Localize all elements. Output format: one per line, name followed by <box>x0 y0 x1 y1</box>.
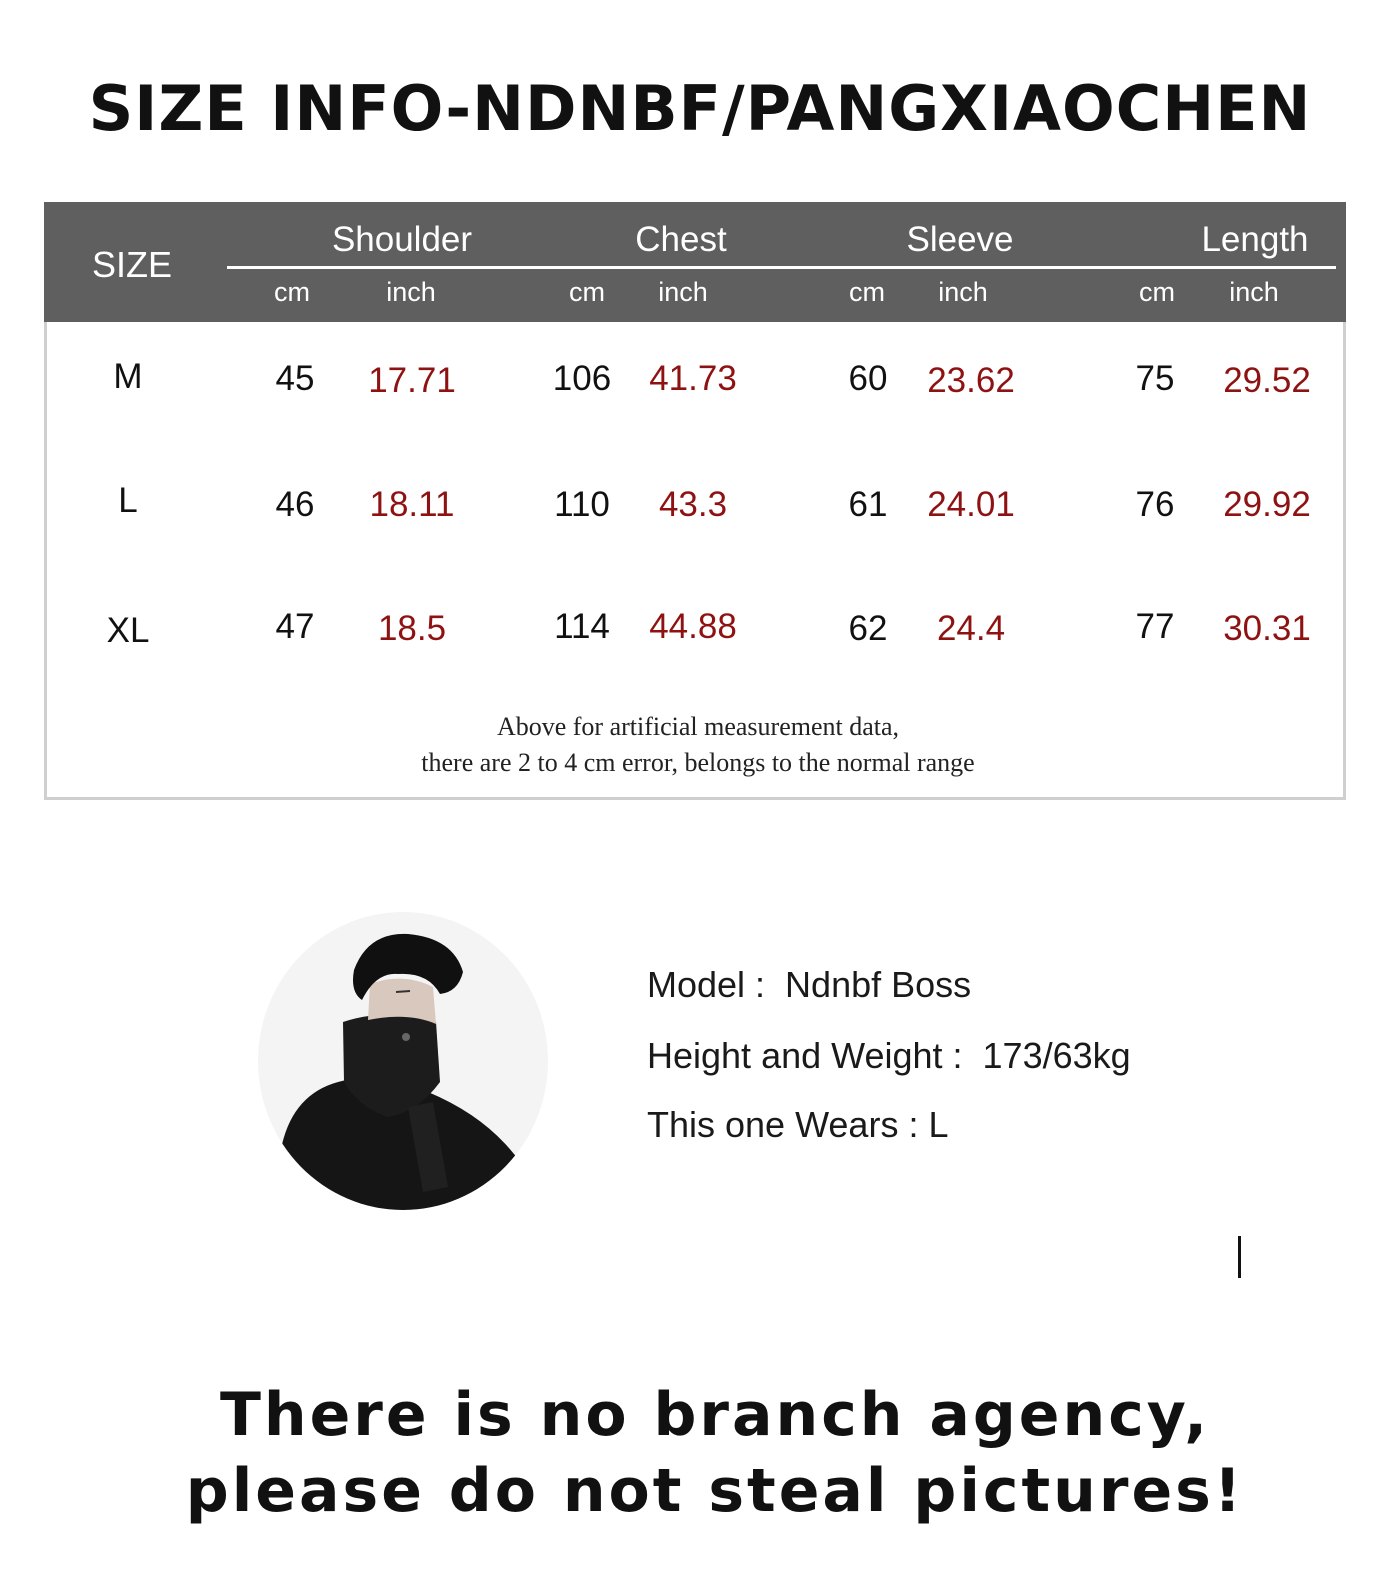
measurement-note-line-2: there are 2 to 4 cm error, belongs to the normal range <box>421 748 975 777</box>
chest-inch-value: 44.88 <box>649 607 737 646</box>
shoulder-cm-header: cm <box>274 277 310 307</box>
measurement-note-line-1: Above for artificial measurement data, <box>496 712 900 741</box>
chest-cm-value: 114 <box>554 607 610 646</box>
length-inch-value: 29.92 <box>1223 485 1311 524</box>
text-cursor <box>1238 1236 1241 1278</box>
sleeve-inch-header: inch <box>938 277 988 307</box>
shoulder-header: Shoulder <box>331 220 473 259</box>
shoulder-inch-value: 18.11 <box>369 485 455 524</box>
shoulder-cm-value: 47 <box>275 607 315 646</box>
length-cm-header: cm <box>1139 277 1175 307</box>
chest-cm-value: 110 <box>554 485 610 524</box>
sleeve-cm-value: 62 <box>848 609 888 648</box>
chest-inch-value: 43.3 <box>658 485 728 524</box>
chest-header: Chest <box>635 220 727 259</box>
model-photo <box>258 912 548 1210</box>
size-table-header <box>44 202 1346 322</box>
chest-inch-value: 41.73 <box>649 359 737 398</box>
header-divider <box>227 266 1336 269</box>
page-title: SIZE INFO-NDNBF/PANGXIAOCHEN <box>88 72 1312 145</box>
model-photo-illustration <box>258 912 548 1210</box>
shoulder-cm-value: 45 <box>275 359 315 398</box>
size-column-header: SIZE <box>92 244 173 285</box>
model-height-weight: Height and Weight : 173/63kg <box>647 1035 1131 1076</box>
sleeve-cm-value: 61 <box>848 485 888 524</box>
warning-line-1: There is no branch agency, <box>219 1380 1211 1450</box>
size-label-l: L <box>118 481 138 520</box>
shoulder-inch-value: 18.5 <box>377 609 447 648</box>
length-inch-value: 29.52 <box>1223 361 1311 400</box>
sleeve-cm-value: 60 <box>848 359 888 398</box>
sleeve-inch-value: 23.62 <box>927 361 1015 400</box>
length-inch-value: 30.31 <box>1223 609 1311 648</box>
measurement-note <box>47 709 1349 781</box>
sleeve-inch-value: 24.01 <box>927 485 1015 524</box>
chest-cm-header: cm <box>569 277 605 307</box>
length-cm-value: 75 <box>1135 359 1175 398</box>
model-name: Model : Ndnbf Boss <box>647 964 972 1005</box>
chest-cm-value: 106 <box>552 359 612 398</box>
shoulder-cm-value: 46 <box>275 485 315 524</box>
length-inch-header: inch <box>1229 277 1279 307</box>
size-label-m: M <box>113 357 143 396</box>
length-header: Length <box>1201 220 1309 259</box>
chest-inch-header: inch <box>658 277 708 307</box>
size-table <box>44 202 1346 800</box>
warning-line-2: please do not steal pictures! <box>185 1456 1245 1526</box>
shoulder-inch-value: 17.71 <box>368 361 456 400</box>
shoulder-inch-header: inch <box>386 277 436 307</box>
length-cm-value: 77 <box>1135 607 1175 646</box>
sleeve-cm-header: cm <box>849 277 885 307</box>
size-label-xl: XL <box>106 611 150 650</box>
model-wears-size: This one Wears : L <box>647 1104 949 1145</box>
sleeve-inch-value: 24.4 <box>936 609 1006 648</box>
sleeve-header: Sleeve <box>906 220 1014 259</box>
length-cm-value: 76 <box>1135 485 1175 524</box>
